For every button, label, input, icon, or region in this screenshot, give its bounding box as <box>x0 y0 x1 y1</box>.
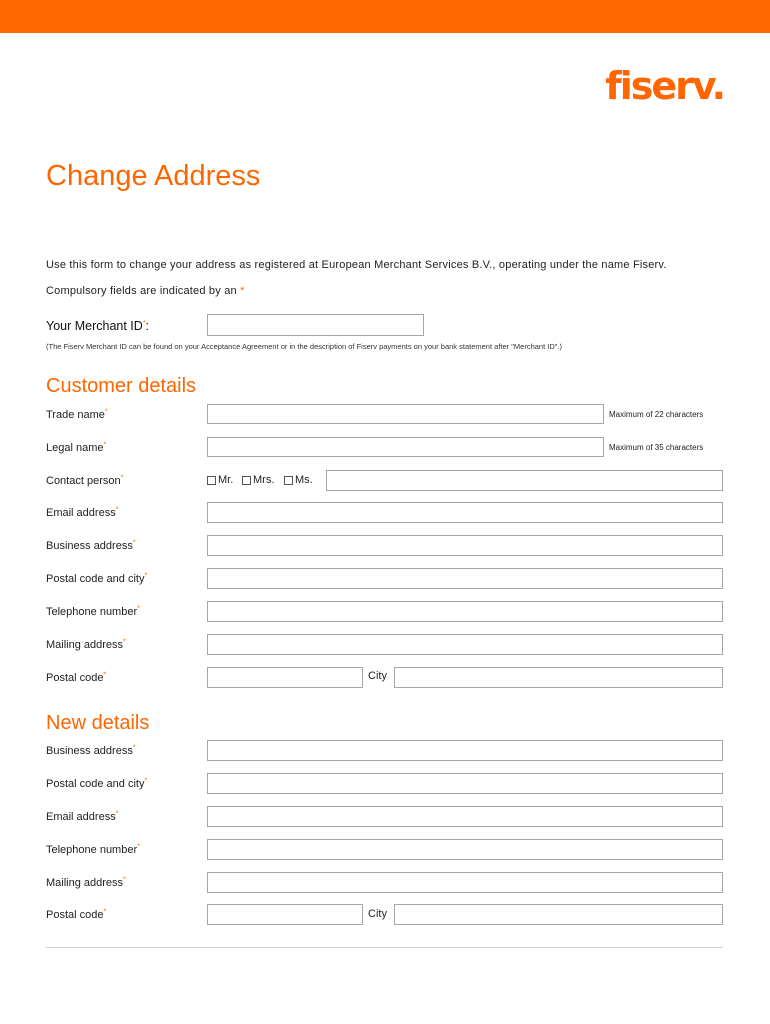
required-mark: * <box>137 605 140 613</box>
trade-name-input[interactable] <box>207 404 604 424</box>
postal-code-label <box>46 671 106 685</box>
legal-name-max-note: Maximum of 35 characters <box>609 443 704 452</box>
new-email-input[interactable] <box>207 806 723 827</box>
new-postal-city-input[interactable] <box>207 773 723 794</box>
mr-checkbox[interactable] <box>207 476 216 485</box>
email-input[interactable] <box>207 502 723 523</box>
merchant-id-hint: (The Fiserv Merchant ID can be found on your Acceptance Agreement or in the description of Fiserv payments on your bank statement after "Merchant ID".) <box>46 342 562 351</box>
required-mark: * <box>123 876 126 884</box>
mailing-address-label-text: Mailing address <box>46 639 124 651</box>
new-postal-code-label <box>46 908 106 922</box>
business-address-label <box>46 539 136 553</box>
required-mark: * <box>103 908 107 916</box>
required-mark: * <box>144 572 148 580</box>
required-mark: * <box>142 319 146 327</box>
contact-person-label-text: Contact person <box>46 475 121 487</box>
salutation-mr[interactable] <box>207 474 233 486</box>
page-title: Change Address <box>46 160 261 192</box>
trade-name-max-note: Maximum of 22 characters <box>609 410 704 419</box>
contact-person-input[interactable] <box>326 470 723 491</box>
new-postal-city-label <box>46 777 147 791</box>
salutation-mrs[interactable] <box>242 474 274 486</box>
new-mailing-address-label-text: Mailing address <box>46 877 124 889</box>
ms-label: Ms. <box>295 474 313 486</box>
salutation-ms[interactable] <box>284 474 313 486</box>
new-city-label: City <box>368 908 387 920</box>
mr-label: Mr. <box>218 474 234 486</box>
compulsory-asterisk: * <box>240 285 245 297</box>
merchant-id-label <box>46 318 149 334</box>
required-mark: * <box>144 777 148 785</box>
required-mark: * <box>132 539 136 547</box>
required-mark: * <box>104 408 108 416</box>
trade-name-label-text: Trade name <box>46 409 105 421</box>
compulsory-note <box>46 284 245 298</box>
email-label-text: Email address <box>46 507 116 519</box>
new-postal-code-label-text: Postal code <box>46 909 104 921</box>
required-mark: * <box>132 744 136 752</box>
required-mark: * <box>103 671 107 679</box>
merchant-id-input[interactable] <box>207 314 424 336</box>
required-mark: * <box>123 638 126 646</box>
required-mark: * <box>115 506 119 514</box>
business-address-label-text: Business address <box>46 540 133 552</box>
contact-person-label <box>46 474 123 488</box>
required-mark: * <box>120 474 124 482</box>
new-telephone-label-text: Telephone number <box>46 844 138 856</box>
new-email-label-text: Email address <box>46 811 116 823</box>
new-business-address-label-text: Business address <box>46 745 133 757</box>
merchant-id-label-text: Your Merchant ID <box>46 319 143 333</box>
mrs-checkbox[interactable] <box>242 476 251 485</box>
mailing-address-input[interactable] <box>207 634 723 655</box>
postal-city-input[interactable] <box>207 568 723 589</box>
required-mark: * <box>103 441 107 449</box>
new-city-input[interactable] <box>394 904 723 925</box>
trade-name-label <box>46 408 108 422</box>
merchant-id-colon: : <box>145 319 150 333</box>
new-postal-code-input[interactable] <box>207 904 363 925</box>
postal-city-label <box>46 572 147 586</box>
top-orange-bar <box>0 0 770 33</box>
new-telephone-label <box>46 843 140 857</box>
compulsory-note-text: Compulsory fields are indicated by an <box>46 285 237 297</box>
new-business-address-label <box>46 744 136 758</box>
required-mark: * <box>137 843 140 851</box>
bottom-divider <box>46 947 723 948</box>
postal-city-label-text: Postal code and city <box>46 573 145 585</box>
new-business-address-input[interactable] <box>207 740 723 761</box>
telephone-label <box>46 605 140 619</box>
fiserv-logo: fiserv. <box>605 64 724 108</box>
new-mailing-address-input[interactable] <box>207 872 723 893</box>
email-label <box>46 506 118 520</box>
new-email-label <box>46 810 118 824</box>
city-label: City <box>368 670 387 682</box>
new-telephone-input[interactable] <box>207 839 723 860</box>
legal-name-label <box>46 441 106 455</box>
telephone-label-text: Telephone number <box>46 606 138 618</box>
new-postal-city-label-text: Postal code and city <box>46 778 145 790</box>
postal-code-label-text: Postal code <box>46 672 104 684</box>
ms-checkbox[interactable] <box>284 476 293 485</box>
mailing-address-label <box>46 638 126 652</box>
legal-name-input[interactable] <box>207 437 604 457</box>
mrs-label: Mrs. <box>253 474 275 486</box>
required-mark: * <box>115 810 119 818</box>
legal-name-label-text: Legal name <box>46 442 104 454</box>
city-input[interactable] <box>394 667 723 688</box>
business-address-input[interactable] <box>207 535 723 556</box>
new-details-heading: New details <box>46 712 150 734</box>
postal-code-input[interactable] <box>207 667 363 688</box>
telephone-input[interactable] <box>207 601 723 622</box>
customer-details-heading: Customer details <box>46 375 197 397</box>
new-mailing-address-label <box>46 876 126 890</box>
intro-text: Use this form to change your address as registered at European Merchant Services B.V., operating under the name Fiserv. <box>46 259 667 271</box>
